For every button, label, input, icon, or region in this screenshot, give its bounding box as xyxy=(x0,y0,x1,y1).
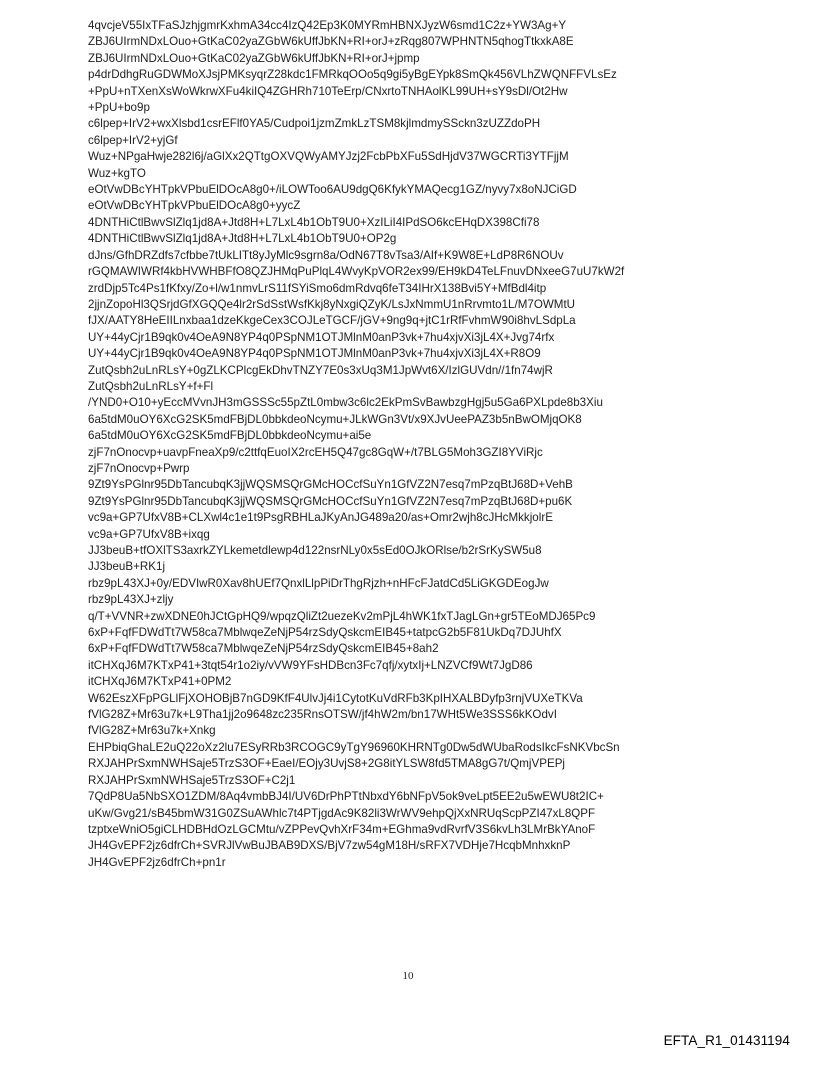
text-line: dJns/GfhDRZdfs7cfbbe7tUkLITt8yJyMlc9sgrn8a/OdN67T8vTsa3/AIf+K9W8E+LdP8R6NOUv xyxy=(88,248,564,262)
text-line: Wuz+kgTO xyxy=(88,166,146,180)
text-line: ZBJ6UIrmNDxLOuo+GtKaC02yaZGbW6kUffJbKN+RI+orJ+zRqg807WPHNTN5qhogTtkxkA8E xyxy=(88,35,574,49)
text-line: fJX/AATY8HeEIILnxbaa1dzeKkgeCex3COJLeTGCF/jGV+9ng9q+jtC1rRfFvhmW90i8hvLSdpLa xyxy=(88,314,576,328)
text-line: 9Zt9YsPGlnr95DbTancubqK3jjWQSMSQrGMcHOCcfSuYn1GfVZ2N7esq7mPzqBtJ68D+pu6K xyxy=(88,494,573,508)
text-line: 4qvcjeV55IxTFaSJzhjgmrKxhmA34cc4IzQ42Ep3K0MYRmHBNXJyzW6smd1C2z+YW3Ag+Y xyxy=(88,19,567,32)
page-number: 10 xyxy=(402,970,414,982)
text-line: 4DNTHiCtlBwvSlZlq1jd8A+Jtd8H+L7LxL4b1ObT9U0+OP2g xyxy=(88,232,397,246)
text-line: 9Zt9YsPGlnr95DbTancubqK3jjWQSMSQrGMcHOCcfSuYn1GfVZ2N7esq7mPzqBtJ68D+VehB xyxy=(88,478,573,492)
text-line: q/T+VVNR+zwXDNE0hJCtGpHQ9/wpqzQliZt2uezeKv2mPjL4hWK1fxTJagLGn+gr5TEoMDJ65Pc9 xyxy=(88,609,596,623)
text-line: W62EszXFpPGLlFjXOHOBjB7nGD9KfF4UlvJj4i1CytotKuVdRFb3KpIHXALBDyfp3rnjVUXeTKVa xyxy=(88,691,583,705)
text-line: fVlG28Z+Mr63u7k+L9Tha1jj2o9648zc235RnsOTSW/jf4hW2m/bn17WHt5We3SSS6kKOdvI xyxy=(88,708,557,722)
text-line: 7QdP8Ua5NbSXO1ZDM/8Aq4vmbBJ4I/UV6DrPhPTtNbxdY6bNFpV5ok9veLpt5EE2u5wEWU8t2IC+ xyxy=(88,790,604,804)
text-line: uKw/Gvg21/sB45bmW31G0ZSuAWhlc7t4PTjgdAc9K82li3WrWV9ehpQjXxNRUqScpPZI47xL8QPF xyxy=(88,806,596,820)
text-line: fVlG28Z+Mr63u7k+Xnkg xyxy=(88,724,216,738)
text-line: RXJAHPrSxmNWHSaje5TrzS3OF+EaeI/EOjy3UvjS8+2G8itYLSW8fd5TMA8gG7t/QmjVPEPj xyxy=(88,757,565,771)
text-line: 2jjnZopoHl3QSrjdGfXGQQe4lr2rSdSstWsfKkj8yNxgiQZyK/LsJxNmmU1nRrvmto1L/M7OWMtU xyxy=(88,297,576,311)
text-line: ZBJ6UIrmNDxLOuo+GtKaC02yaZGbW6kUffJbKN+RI+orJ+jpmp xyxy=(88,51,420,65)
text-line: itCHXqJ6M7KTxP41+0PM2 xyxy=(88,675,232,689)
text-line: 6a5tdM0uOY6XcG2SK5mdFBjDL0bbkdeoNcymu+ai5e xyxy=(88,429,372,443)
text-line: rGQMAWIWRf4kbHVWHBFfO8QZJHMqPuPlqL4WvyKpVOR2ex99/EH9kD4TeLFnuvDNxeeG7uU7kW2f xyxy=(88,265,625,279)
text-line: /YND0+O10+yEccMVvnJH3mGSSSc55pZtL0mbw3c6lc2EkPmSvBawbzgHgj5u5Ga6PXLpde8b3Xiu xyxy=(88,396,603,410)
text-line: p4drDdhgRuGDWMoXJsjPMKsyqrZ28kdc1FMRkqOOo5q9gi5yBgEYpk8SmQk456VLhZWQNFFVLsEz xyxy=(88,68,617,82)
text-line: +PpU+nTXenXsWoWkrwXFu4kiIQ4ZGHRh710TeErp/CNxrtoTNHAolKL99UH+sY9sDl/Ot2Hw xyxy=(88,84,568,98)
encoded-text-block xyxy=(88,18,788,871)
text-line: eOtVwDBcYHTpkVPbuElDOcA8g0+/iLOWToo6AU9dgQ6KfykYMAQecg1GZ/nyvy7x8oNJCiGD xyxy=(88,183,577,197)
text-line: +PpU+bo9p xyxy=(88,101,150,115)
text-line: c6lpep+IrV2+wxXlsbd1csrEFlf0YA5/Cudpoi1jzmZmkLzTSM8kjlmdmySSckn3zUZZdoPH xyxy=(88,117,541,131)
text-line: vc9a+GP7UfxV8B+CLXwl4c1e1t9PsgRBHLaJKyAnJG489a20/as+Omr2wjh8cJHcMkkjolrE xyxy=(88,511,553,525)
text-line: ZutQsbh2uLnRLsY+0gZLKCPlcgEkDhvTNZY7E0s3xUq3M1JpWvt6X/IzlGUVdn//1fn74wjR xyxy=(88,363,553,377)
text-line: UY+44yCjr1B9qk0v4OeA9N8YP4q0PSpNM1OTJMlnM0anP3vk+7hu4xjvXi3jL4X+R8O9 xyxy=(88,347,541,361)
text-line: JH4GvEPF2jz6dfrCh+SVRJlVwBuJBAB9DXS/BjV7zw54gM18H/sRFX7VDHje7HcqbMnhxknP xyxy=(88,839,571,853)
text-line: vc9a+GP7UfxV8B+ixqg xyxy=(88,527,210,541)
text-line: Wuz+NPgaHwje282l6j/aGlXx2QTtgOXVQWyAMYJzj2FcbPbXFu5SdHjdV37WGCRTi3YTFjjM xyxy=(88,150,569,164)
text-line: JJ3beuB+tfOXlTS3axrkZYLkemetdlewp4d122nsrNLy0x5sEd0OJkORlse/b2rSrKySW5u8 xyxy=(88,544,542,557)
text-line: tzptxeWniO5giCLHDBHdOzLGCMtu/vZPPevQvhXrF34m+EGhma9vdRvrfV3S6kvLh3LMrBkYAnoF xyxy=(88,822,596,836)
text-line: zjF7nOnocvp+uavpFneaXp9/c2ttfqEuoIX2rcEH5Q47gc8GqW+/t7BLG5Moh3GZI8YViRjc xyxy=(88,445,543,459)
text-line: itCHXqJ6M7KTxP41+3tqt54r1o2iy/vVW9YFsHDBcn3Fc7qfj/xytxIj+LNZVCf9Wt7JgD86 xyxy=(88,658,533,672)
text-line: 6a5tdM0uOY6XcG2SK5mdFBjDL0bbkdeoNcymu+JLkWGn3Vt/x9XJvUeePAZ3b5nBwOMjqOK8 xyxy=(88,412,582,426)
text-line: ZutQsbh2uLnRLsY+f+Fl xyxy=(88,379,214,393)
text-line: EHPbiqGhaLE2uQ22oXz2lu7ESyRRb3RCOGC9yTgY96960KHRNTg0Dw5dWUbaRodsIkcFsNKVbcSn xyxy=(88,740,620,754)
text-line: 6xP+FqfFDWdTt7W58ca7MblwqeZeNjP54rzSdyQskcmEIB45+8ah2 xyxy=(88,642,439,656)
text-line: RXJAHPrSxmNWHSaje5TrzS3OF+C2j1 xyxy=(88,773,296,787)
text-line: zjF7nOnocvp+Pwrp xyxy=(88,461,190,475)
text-line: c6lpep+IrV2+yjGf xyxy=(88,133,178,147)
document-id: EFTA_R1_01431194 xyxy=(663,1033,790,1048)
text-line: rbz9pL43XJ+0y/EDVIwR0Xav8hUEf7QnxlLlpPiDrThgRjzh+nHFcFJatdCd5LiGKGDEogJw xyxy=(88,576,549,590)
text-line: eOtVwDBcYHTpkVPbuElDOcA8g0+yycZ xyxy=(88,199,301,213)
text-line: UY+44yCjr1B9qk0v4OeA9N8YP4q0PSpNM1OTJMlnM0anP3vk+7hu4xjvXi3jL4X+Jvg74rfx xyxy=(88,330,555,344)
text-line: JH4GvEPF2jz6dfrCh+pn1r xyxy=(88,855,226,869)
text-line: zrdDjp5Tc4Ps1fKfxy/Zo+l/w1nmvLrS11fSYiSmo6dmRdvq6feT34IHrX138Bvi5Y+MfBdl4itp xyxy=(88,281,547,295)
text-line: rbz9pL43XJ+zljy xyxy=(88,593,174,607)
text-line: 6xP+FqfFDWdTt7W58ca7MblwqeZeNjP54rzSdyQskcmEIB45+tatpcG2b5F81UkDq7DJUhfX xyxy=(88,626,562,640)
text-line: JJ3beuB+RK1j xyxy=(88,560,166,574)
text-line: 4DNTHiCtlBwvSlZlq1jd8A+Jtd8H+L7LxL4b1ObT9U0+XzILiI4IPdSO6kcEHqDX398Cfi78 xyxy=(88,215,540,229)
